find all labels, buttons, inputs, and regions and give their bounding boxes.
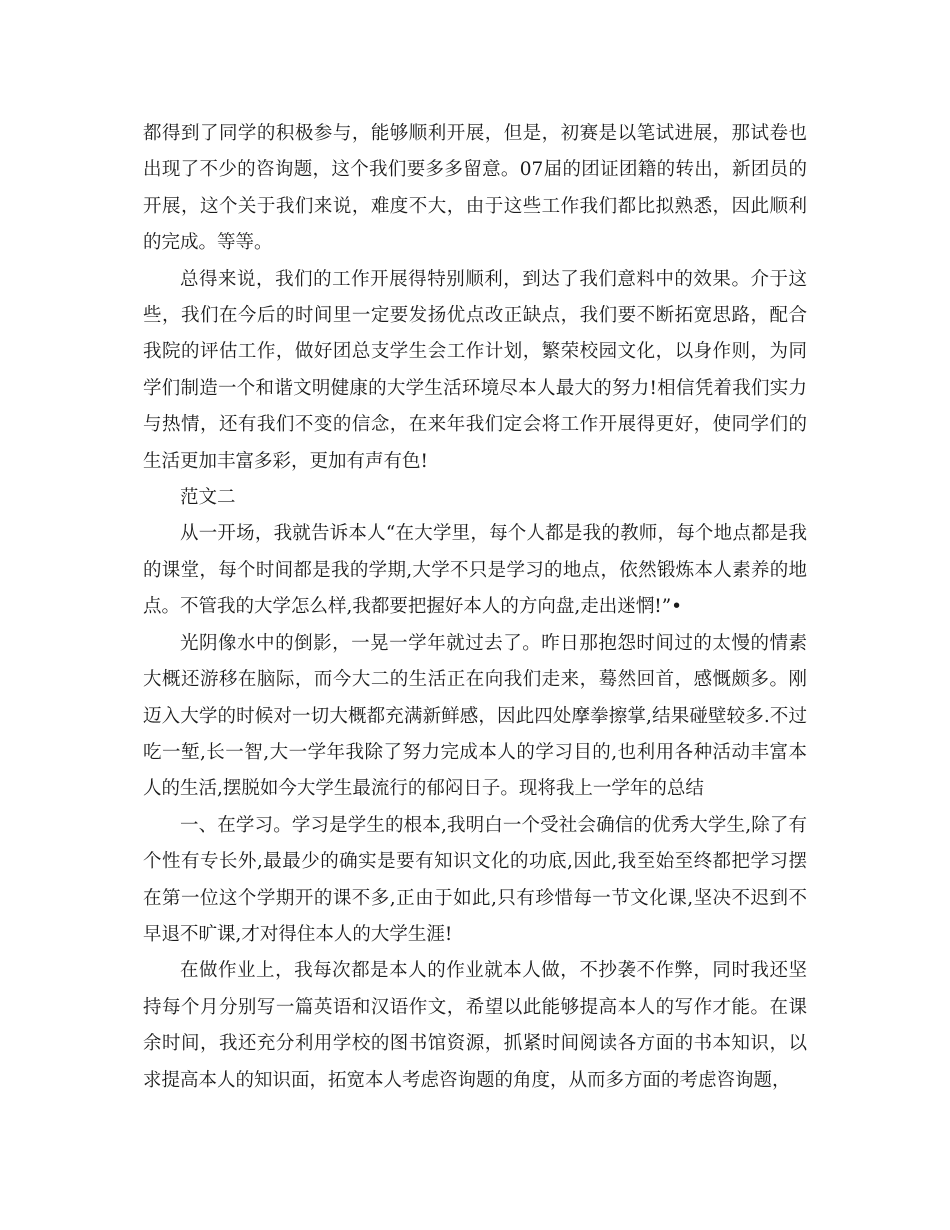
paragraph-3: 从一开场，我就告诉本人“在大学里，每个人都是我的教师，每个地点都是我的课堂，每个时间都是我的学期,大学不只是学习的地点，依然锻炼本人素养的地点。不管我的大学怎么样,我都要把握好本人的方向盘,走出迷惘!”• — [143, 523, 807, 618]
paragraph-6: 在做作业上，我每次都是本人的作业就本人做，不抄袭不作弊，同时我还坚持每个月分别写一篇英语和汉语作文，希望以此能够提高本人的写作才能。在课余时间，我还充分利用学校的图书馆资源，抓紧时间阅读各方面的书本知识，以求提高本人的知识面，拓宽本人考虑咨询题的角度，从而多方面的考虑咨询题， — [143, 960, 807, 1091]
section-heading: 范文二 — [180, 487, 236, 509]
paragraph-1: 都得到了同学的积极参与，能够顺利开展，但是，初赛是以笔试进展，那试卷也出现了不少的咨询题，这个我们要多多留意。07届的团证团籍的转出，新团员的开展，这个关于我们来说，难度不大，由于这些工作我们都比拟熟悉，因此顺利的完成。等等。 — [143, 123, 807, 254]
document-body — [143, 116, 807, 1099]
paragraph-5: 一、在学习。学习是学生的根本,我明白一个受社会确信的优秀大学生,除了有个性有专长外,最最少的确实是要有知识文化的功底,因此,我至始至终都把学习摆在第一位这个学期开的课不多,正由于如此,只有珍惜每一节文化课,坚决不迟到不早退不旷课,才对得住本人的大学生涯! — [143, 814, 807, 945]
paragraph-2: 总得来说，我们的工作开展得特别顺利，到达了我们意料中的效果。介于这些，我们在今后的时间里一定要发扬优点改正缺点，我们要不断拓宽思路，配合我院的评估工作，做好团总支学生会工作计划，繁荣校园文化，以身作则，为同学们制造一个和谐文明健康的大学生活环境尽本人最大的努力!相信凭着我们实力与热情，还有我们不变的信念，在来年我们定会将工作开展得更好，使同学们的生活更加丰富多彩，更加有声有色! — [143, 268, 807, 472]
paragraph-4: 光阴像水中的倒影，一晃一学年就过去了。昨日那抱怨时间过的太慢的情素大概还游移在脑际，而今大二的生活正在向我们走来，蓦然回首，感慨颇多。刚迈入大学的时候对一切大概都充满新鲜感，因此四处摩拳擦掌,结果碰壁较多.不过吃一堑,长一智,大一学年我除了努力完成本人的学习目的,也利用各种活动丰富本人的生活,摆脱如今大学生最流行的郁闷日子。现将我上一学年的总结 — [143, 632, 807, 800]
